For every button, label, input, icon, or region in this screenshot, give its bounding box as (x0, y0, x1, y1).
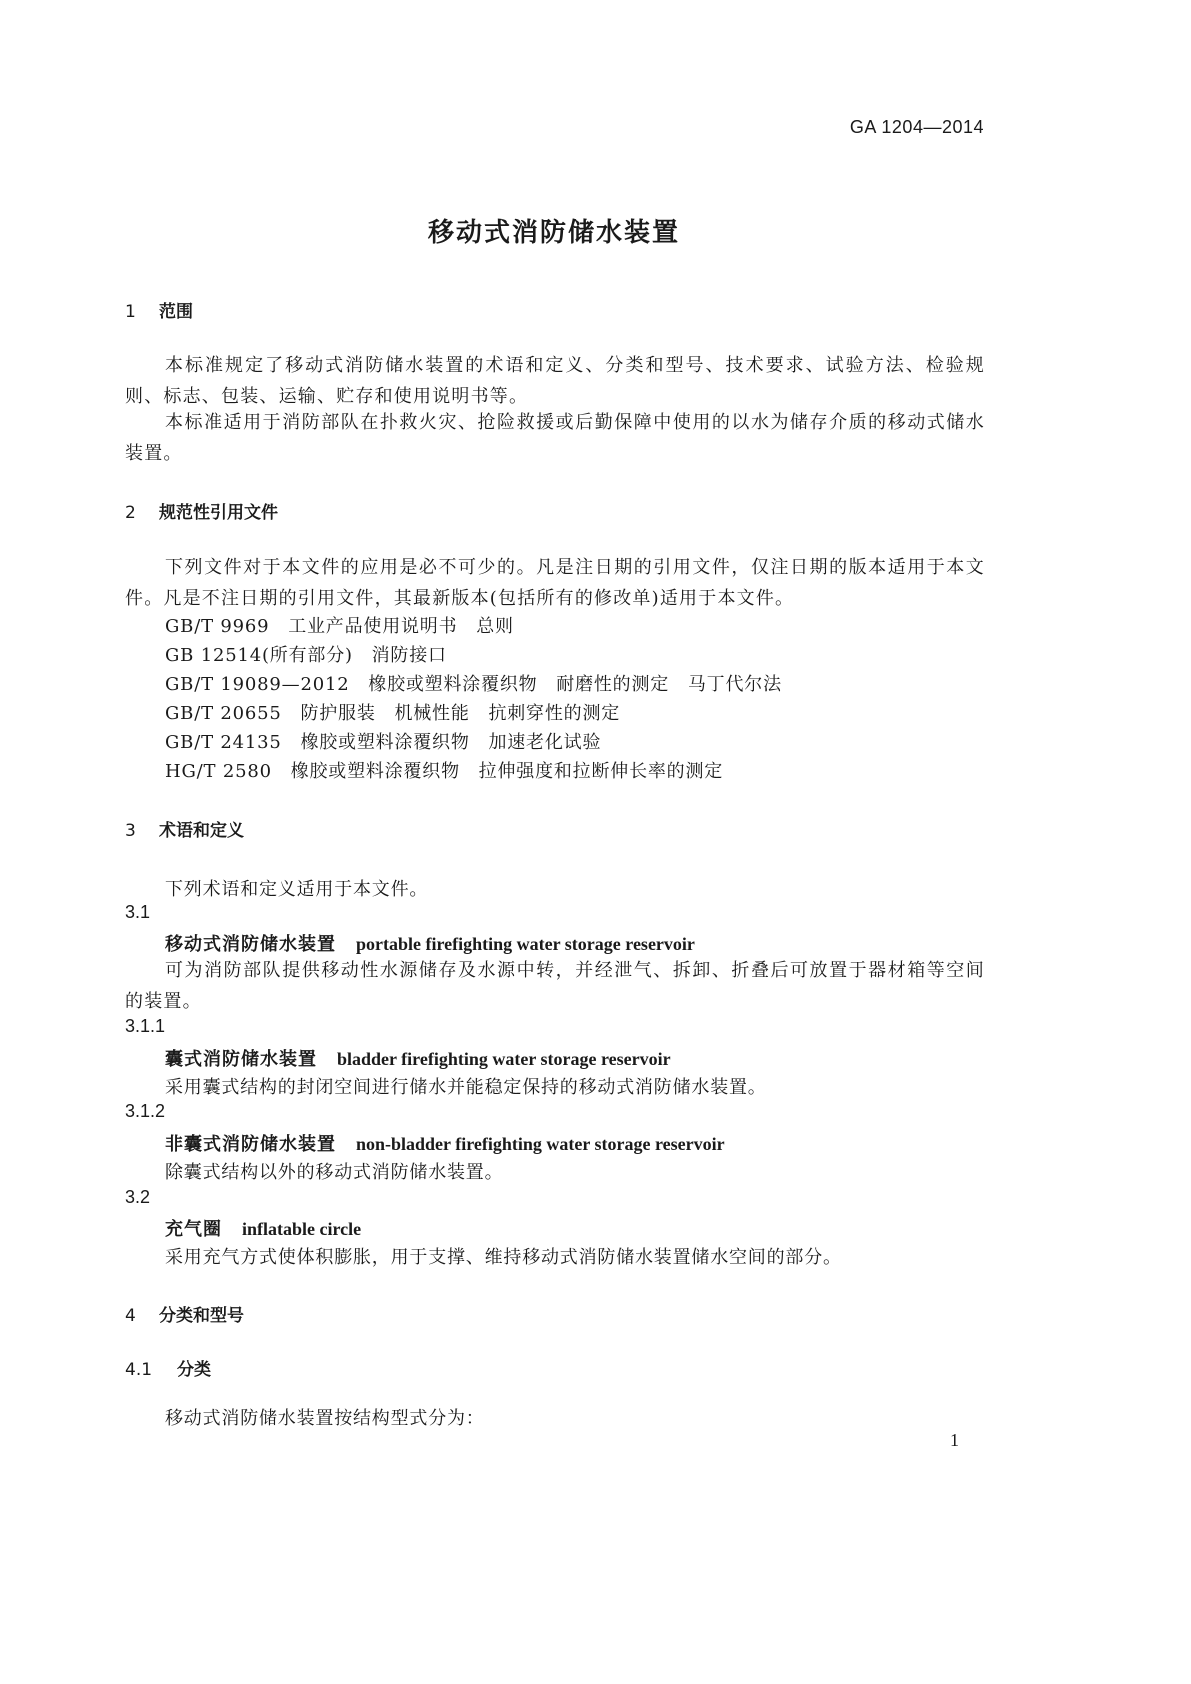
subsection-4-1-heading (125, 1355, 211, 1380)
subsection-title: 分类 (177, 1360, 211, 1380)
term-number: 3.1.1 (125, 1016, 166, 1036)
term-definition: 采用充气方式使体积膨胀，用于支撑、维持移动式消防储水装置储水空间的部分。 (165, 1247, 842, 1268)
section-1-paragraph-2: 本标准适用于消防部队在扑救火灾、抢险救援或后勤保障中使用的以水为储存介质的移动式储水装置。 (125, 412, 985, 464)
page-number: 1 (950, 1430, 959, 1450)
reference-item: HG/T 2580 橡胶或塑料涂覆织物 拉伸强度和拉断伸长率的测定 (165, 761, 724, 782)
section-title: 规范性引用文件 (159, 503, 278, 523)
reference-item: GB/T 20655 防护服装 机械性能 抗刺穿性的测定 (165, 703, 621, 724)
reference-item: GB/T 19089—2012 橡胶或塑料涂覆织物 耐磨性的测定 马丁代尔法 (165, 674, 782, 695)
standard-code: GA 1204—2014 (849, 117, 984, 137)
term-chinese: 充气圈 (165, 1219, 222, 1240)
reference-item: GB/T 24135 橡胶或塑料涂覆织物 加速老化试验 (165, 732, 602, 753)
section-number: 3 (125, 821, 136, 841)
term-heading (165, 930, 695, 956)
section-1-paragraph-1: 本标准规定了移动式消防储水装置的术语和定义、分类和型号、技术要求、试验方法、检验规则、标志、包装、运输、贮存和使用说明书等。 (125, 355, 985, 407)
section-title: 术语和定义 (159, 821, 244, 841)
term-english: inflatable circle (242, 1219, 362, 1239)
reference-item: GB/T 9969 工业产品使用说明书 总则 (165, 616, 514, 637)
reference-item: GB 12514(所有部分) 消防接口 (165, 645, 447, 666)
section-4-heading (125, 1301, 244, 1326)
term-definition: 可为消防部队提供移动性水源储存及水源中转，并经泄气、拆卸、折叠后可放置于器材箱等空间的装置。 (125, 960, 985, 1012)
term-definition: 除囊式结构以外的移动式消防储水装置。 (165, 1162, 504, 1183)
term-heading (165, 1130, 725, 1156)
section-title: 分类和型号 (159, 1306, 244, 1326)
term-heading (165, 1045, 671, 1071)
term-chinese: 移动式消防储水装置 (165, 934, 336, 955)
term-english: non-bladder firefighting water storage reservoir (356, 1134, 725, 1154)
section-2-heading (125, 498, 278, 523)
section-number: 2 (125, 503, 136, 523)
term-number: 3.1.2 (125, 1101, 166, 1121)
subsection-number: 4.1 (125, 1360, 153, 1380)
term-number: 3.1 (125, 902, 151, 922)
term-english: portable firefighting water storage reservoir (356, 934, 695, 954)
section-3-heading (125, 816, 244, 841)
section-1-heading (125, 297, 193, 322)
term-chinese: 囊式消防储水装置 (165, 1049, 317, 1070)
term-heading (165, 1215, 361, 1241)
section-number: 4 (125, 1306, 136, 1326)
section-3-intro: 下列术语和定义适用于本文件。 (165, 879, 429, 900)
document-title: 移动式消防储水装置 (427, 218, 680, 248)
term-definition: 采用囊式结构的封闭空间进行储水并能稳定保持的移动式消防储水装置。 (165, 1077, 767, 1098)
section-title: 范围 (159, 302, 193, 322)
term-number: 3.2 (125, 1187, 151, 1207)
section-2-paragraph-1: 下列文件对于本文件的应用是必不可少的。凡是注日期的引用文件，仅注日期的版本适用于本文件。凡是不注日期的引用文件，其最新版本(包括所有的修改单)适用于本文件。 (125, 557, 985, 609)
section-4-paragraph: 移动式消防储水装置按结构型式分为： (165, 1408, 485, 1429)
term-chinese: 非囊式消防储水装置 (165, 1134, 336, 1155)
section-number: 1 (125, 302, 136, 322)
term-english: bladder firefighting water storage reservoir (337, 1049, 671, 1069)
